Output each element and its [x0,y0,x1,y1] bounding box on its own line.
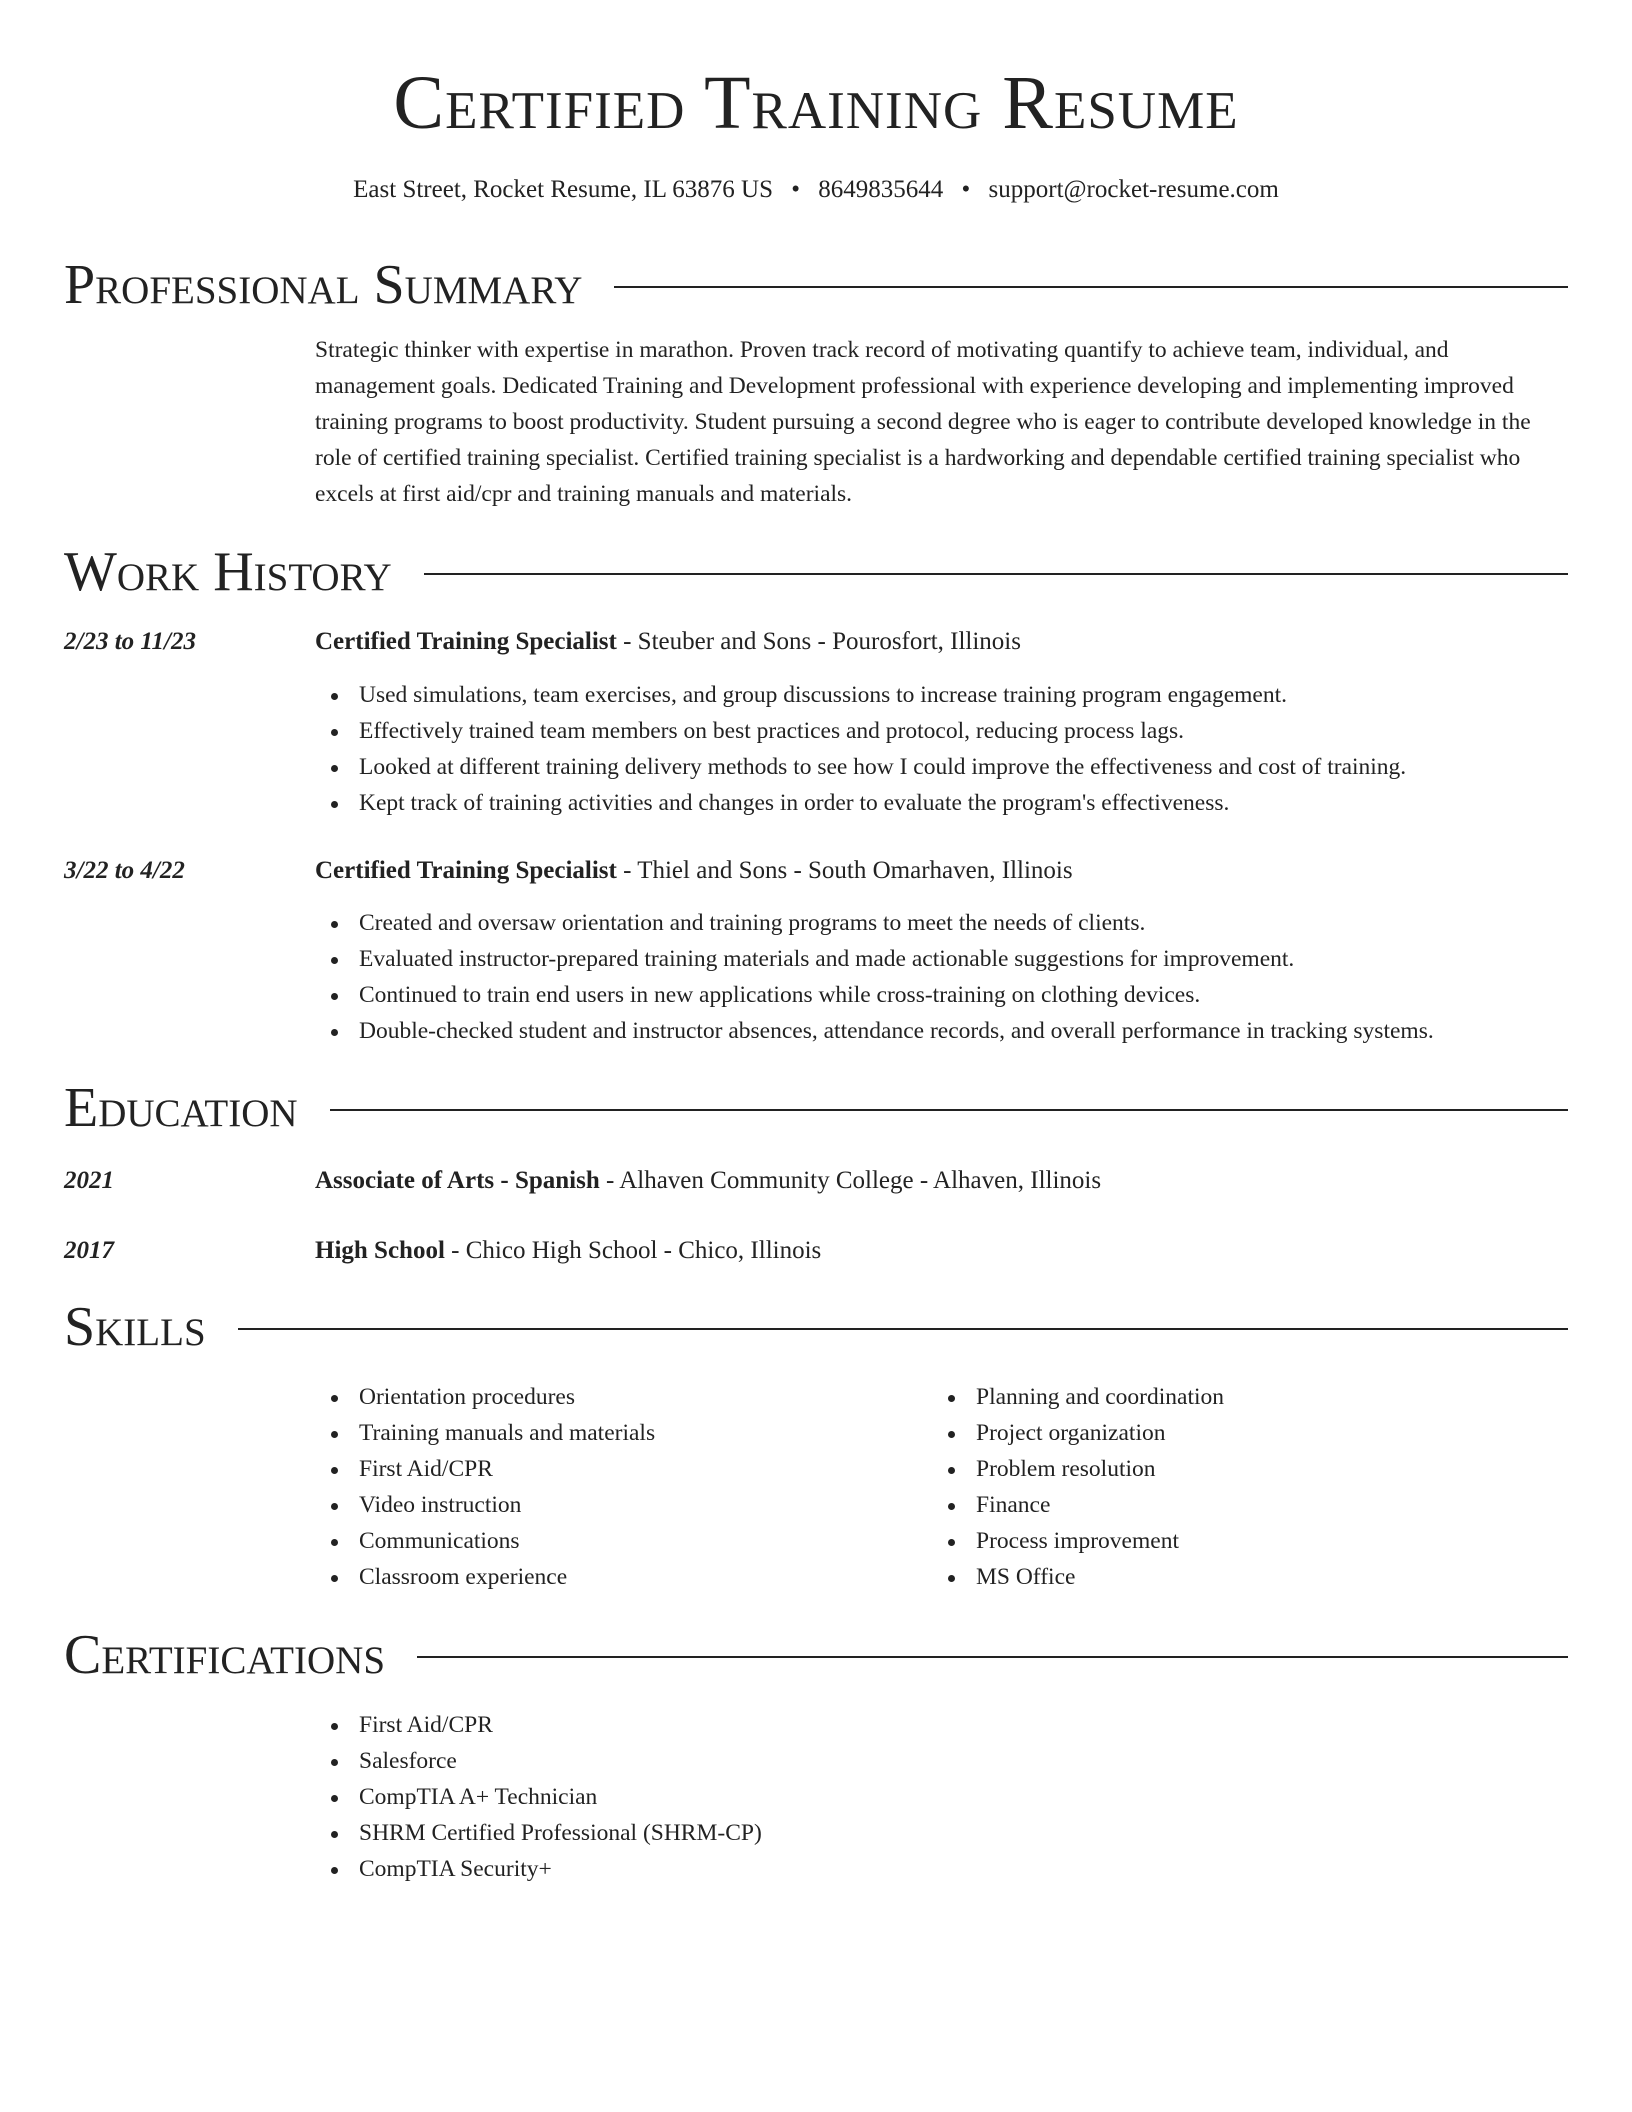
job-title: Certified Training Specialist [315,628,617,655]
education-title-line [315,1233,821,1269]
contact-email: support@rocket-resume.com [988,176,1279,203]
job-entry [64,624,1568,821]
section-header [64,250,1568,320]
section-divider [424,573,1568,575]
list-item: Video instruction [315,1487,932,1523]
section-header [64,1073,1568,1143]
skills-column-left [315,1379,932,1595]
list-item: Communications [315,1523,932,1559]
section-header [64,1620,1568,1690]
section-header [64,537,1568,607]
job-header [64,853,1568,889]
list-item: Double-checked student and instructor absences, attendance records, and overall performance in tracking systems. [315,1013,1568,1049]
education-entry [64,1233,1568,1269]
summary-text: Strategic thinker with expertise in marathon. Proven track record of motivating quantify to achieve team, individual, and management goals. Dedicated Training and Development professional with experience developing and implementing improved training programs to boost productivity. Student pursuing a second degree who is eager to contribute developed knowledge in the role of certified training specialist. Certified training specialist is a hardworking and dependable certified training specialist who excels at first aid/cpr and training manuals and materials. [315,337,1531,507]
list-item: Orientation procedures [315,1379,932,1415]
job-title-line [315,624,1021,660]
list-item: CompTIA Security+ [315,1851,1568,1887]
list-item: Planning and coordination [932,1379,1549,1415]
job-employer: - Steuber and Sons - Pourosfort, Illinois [616,628,1021,655]
list-item: Effectively trained team members on best practices and protocol, reducing process lags. [315,713,1568,749]
job-header [64,624,1568,660]
contact-separator: • [961,176,971,203]
job-duties [315,677,1568,821]
education-school: - Chico High School - Chico, Illinois [444,1237,822,1264]
list-item: CompTIA A+ Technician [315,1779,1568,1815]
skills-section [64,1292,1568,1595]
list-item: Kept track of training activities and changes in order to evaluate the program's effectiveness. [315,785,1568,821]
contact-line [64,172,1568,208]
summary-section [64,250,1568,512]
list-item: Used simulations, team exercises, and group discussions to increase training program engagement. [315,677,1568,713]
education-section [64,1073,1568,1269]
list-item: Process improvement [932,1523,1549,1559]
list-item: Finance [932,1487,1549,1523]
education-degree: High School [315,1237,445,1264]
education-year: 2017 [64,1237,114,1264]
section-divider [417,1656,1568,1658]
section-title: Education [64,1077,298,1139]
job-entry [64,853,1568,1049]
section-divider [330,1109,1568,1111]
education-title-line [315,1163,1101,1199]
section-divider [614,286,1568,288]
contact-address: East Street, Rocket Resume, IL 63876 US [353,176,773,203]
skills-list [315,1379,1568,1595]
list-item: Classroom experience [315,1559,932,1595]
job-employer: - Thiel and Sons - South Omarhaven, Illinois [616,857,1073,884]
list-item: SHRM Certified Professional (SHRM-CP) [315,1815,1568,1851]
job-duties [315,905,1568,1049]
section-header [64,1292,1568,1362]
list-item: Project organization [932,1415,1549,1451]
summary-body [315,332,1568,512]
list-item: Evaluated instructor-prepared training materials and made actionable suggestions for improvement. [315,941,1568,977]
section-title: Skills [64,1296,206,1358]
education-school: - Alhaven Community College - Alhaven, Illinois [599,1167,1102,1194]
list-item: Problem resolution [932,1451,1549,1487]
education-degree: Associate of Arts - Spanish [315,1167,600,1194]
section-title: Professional Summary [64,254,583,316]
section-divider [238,1328,1568,1330]
section-title: Work History [64,541,392,603]
list-item: Training manuals and materials [315,1415,932,1451]
certifications-section [64,1620,1568,1887]
work-history-section [64,537,1568,1049]
list-item: First Aid/CPR [315,1707,1568,1743]
contact-separator: • [791,176,801,203]
list-item: MS Office [932,1559,1549,1595]
contact-phone: 8649835644 [818,176,944,203]
list-item: Created and oversaw orientation and training programs to meet the needs of clients. [315,905,1568,941]
education-entry [64,1163,1568,1199]
list-item: Continued to train end users in new applications while cross-training on clothing devices. [315,977,1568,1013]
skills-column-right [932,1379,1549,1595]
job-title-line [315,853,1073,889]
list-item: Looked at different training delivery methods to see how I could improve the effectiveness and cost of training. [315,749,1568,785]
education-year: 2021 [64,1167,114,1194]
job-dates: 2/23 to 11/23 [64,628,196,655]
certifications-list [315,1707,1568,1887]
job-dates: 3/22 to 4/22 [64,857,185,884]
list-item: First Aid/CPR [315,1451,932,1487]
job-title: Certified Training Specialist [315,857,617,884]
resume-name: Certified Training Resume [393,61,1239,145]
section-title: Certifications [64,1624,386,1686]
list-item: Salesforce [315,1743,1568,1779]
